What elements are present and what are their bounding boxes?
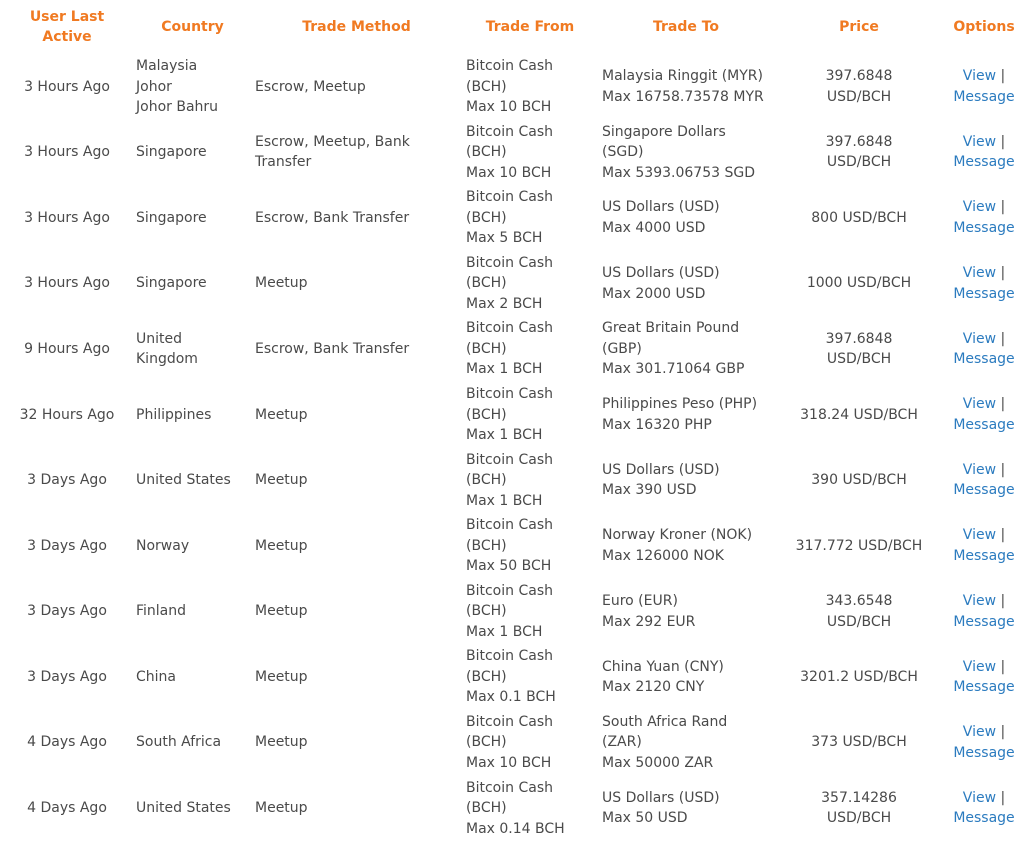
- from-line: Bitcoin Cash: [466, 779, 553, 796]
- to-line: (ZAR): [602, 734, 642, 751]
- price-line: 357.14286: [821, 789, 897, 806]
- table-row: [0, 579, 1024, 645]
- price-cell: [774, 644, 944, 710]
- trade-from-cell: [462, 54, 598, 120]
- message-link[interactable]: Message: [953, 351, 1015, 368]
- options-separator: |: [1000, 396, 1006, 413]
- last-active-text: 3 Hours Ago: [24, 209, 110, 226]
- view-link[interactable]: View: [962, 265, 997, 282]
- from-line: Max 5 BCH: [466, 230, 543, 247]
- view-link[interactable]: View: [962, 789, 997, 806]
- from-line: Max 10 BCH: [466, 164, 552, 181]
- price-cell: [774, 185, 944, 251]
- to-line: Singapore Dollars: [602, 123, 726, 140]
- options-separator: |: [1000, 593, 1006, 610]
- trade-method-cell: [251, 644, 462, 710]
- options-separator: |: [1000, 265, 1006, 282]
- price-line: 1000 USD/BCH: [806, 275, 912, 292]
- country-cell: [134, 448, 251, 514]
- trade-method-text: Escrow, Bank Transfer: [255, 340, 410, 357]
- country-cell: [134, 54, 251, 120]
- options-cell: [944, 579, 1024, 645]
- from-line: (BCH): [466, 537, 507, 554]
- view-link[interactable]: View: [962, 199, 997, 216]
- trade-method-text: Meetup: [255, 406, 308, 423]
- country-cell: [134, 316, 251, 382]
- to-line: Euro (EUR): [602, 593, 678, 610]
- last-active-text: 4 Days Ago: [27, 800, 107, 817]
- to-line: Max 301.71064 GBP: [602, 361, 745, 378]
- options-cell: [944, 644, 1024, 710]
- price-cell: [774, 710, 944, 776]
- trade-to-cell: [598, 382, 774, 448]
- table-body: [0, 54, 1024, 841]
- price-line: USD/BCH: [826, 810, 892, 827]
- from-line: Bitcoin Cash: [466, 123, 553, 140]
- trade-from-cell: [462, 448, 598, 514]
- to-line: Max 292 EUR: [602, 613, 696, 630]
- header-last-active: User Last Active: [29, 9, 105, 45]
- price-line: USD/BCH: [826, 154, 892, 171]
- to-line: Max 126000 NOK: [602, 547, 724, 564]
- last-active-cell: [0, 382, 134, 448]
- options-separator: |: [1000, 658, 1006, 675]
- from-line: Max 10 BCH: [466, 99, 552, 116]
- trade-method-text: Meetup: [255, 734, 308, 751]
- price-line: USD/BCH: [826, 88, 892, 105]
- header-options: Options: [953, 19, 1015, 35]
- options-cell: [944, 776, 1024, 842]
- country-line: Johor Bahru: [136, 99, 219, 116]
- table-row: [0, 185, 1024, 251]
- to-line: Max 50 USD: [602, 810, 688, 827]
- to-line: Norway Kroner (NOK): [602, 527, 753, 544]
- view-link[interactable]: View: [962, 658, 997, 675]
- last-active-text: 4 Days Ago: [27, 734, 107, 751]
- country-line: Singapore: [136, 275, 207, 292]
- trade-method-text: Meetup: [255, 800, 308, 817]
- price-line: 800 USD/BCH: [811, 209, 907, 226]
- table-row: [0, 644, 1024, 710]
- options-cell: [944, 54, 1024, 120]
- table-row: [0, 513, 1024, 579]
- last-active-text: 9 Hours Ago: [24, 340, 110, 357]
- message-link[interactable]: Message: [953, 285, 1015, 302]
- view-link[interactable]: View: [962, 330, 997, 347]
- trade-method-cell: [251, 382, 462, 448]
- trade-to-cell: [598, 644, 774, 710]
- trade-method-text: Meetup: [255, 472, 308, 489]
- to-line: Max 2120 CNY: [602, 679, 705, 696]
- country-line: Malaysia: [136, 58, 198, 75]
- header-country: Country: [161, 19, 224, 35]
- options-separator: |: [1000, 789, 1006, 806]
- last-active-cell: [0, 185, 134, 251]
- trade-method-cell: [251, 316, 462, 382]
- table-row: [0, 710, 1024, 776]
- to-line: Malaysia Ringgit (MYR): [602, 68, 763, 85]
- message-link[interactable]: Message: [953, 613, 1015, 630]
- last-active-text: 32 Hours Ago: [19, 406, 115, 423]
- from-line: (BCH): [466, 406, 507, 423]
- last-active-text: 3 Hours Ago: [24, 78, 110, 95]
- from-line: Bitcoin Cash: [466, 582, 553, 599]
- from-line: (BCH): [466, 472, 507, 489]
- from-line: (BCH): [466, 603, 507, 620]
- country-line: South Africa: [136, 734, 222, 751]
- view-link[interactable]: View: [962, 461, 997, 478]
- trade-to-cell: [598, 776, 774, 842]
- header-trade-method: Trade Method: [302, 19, 411, 35]
- options-cell: [944, 251, 1024, 317]
- options-separator: |: [1000, 68, 1006, 85]
- price-cell: [774, 776, 944, 842]
- trade-method-cell: [251, 185, 462, 251]
- view-link[interactable]: View: [962, 593, 997, 610]
- last-active-cell: [0, 54, 134, 120]
- to-line: US Dollars (USD): [602, 199, 720, 216]
- trade-from-cell: [462, 710, 598, 776]
- trade-from-cell: [462, 251, 598, 317]
- country-line: United States: [136, 800, 231, 817]
- country-line: Finland: [136, 603, 187, 620]
- trade-method-cell: [251, 710, 462, 776]
- message-link[interactable]: Message: [953, 744, 1015, 761]
- to-line: Max 5393.06753 SGD: [602, 164, 755, 181]
- price-cell: [774, 120, 944, 186]
- last-active-text: 3 Hours Ago: [24, 275, 110, 292]
- view-link[interactable]: View: [962, 527, 997, 544]
- country-cell: [134, 185, 251, 251]
- price-line: 397.6848: [825, 68, 893, 85]
- price-cell: [774, 448, 944, 514]
- last-active-cell: [0, 644, 134, 710]
- trade-method-cell: [251, 579, 462, 645]
- price-cell: [774, 316, 944, 382]
- to-line: South Africa Rand: [602, 713, 728, 730]
- options-cell: [944, 185, 1024, 251]
- trade-method-text: Meetup: [255, 603, 308, 620]
- to-line: Philippines Peso (PHP): [602, 396, 758, 413]
- table-row: [0, 448, 1024, 514]
- options-cell: [944, 382, 1024, 448]
- to-line: Great Britain Pound: [602, 320, 740, 337]
- options-cell: [944, 710, 1024, 776]
- trade-from-cell: [462, 120, 598, 186]
- trade-method-cell: [251, 54, 462, 120]
- trade-method-text: Escrow, Bank Transfer: [255, 209, 410, 226]
- from-line: Bitcoin Cash: [466, 648, 553, 665]
- trade-to-cell: [598, 54, 774, 120]
- message-link[interactable]: Message: [953, 154, 1015, 171]
- from-line: Max 10 BCH: [466, 754, 552, 771]
- options-cell: [944, 448, 1024, 514]
- options-cell: [944, 120, 1024, 186]
- from-line: Max 1 BCH: [466, 427, 543, 444]
- last-active-cell: [0, 710, 134, 776]
- from-line: (BCH): [466, 78, 507, 95]
- price-cell: [774, 513, 944, 579]
- last-active-text: 3 Days Ago: [27, 537, 107, 554]
- options-separator: |: [1000, 330, 1006, 347]
- to-line: US Dollars (USD): [602, 265, 720, 282]
- header-price: Price: [839, 19, 879, 35]
- last-active-cell: [0, 579, 134, 645]
- country-line: Kingdom: [136, 351, 198, 368]
- table-row: [0, 120, 1024, 186]
- view-link[interactable]: View: [962, 133, 997, 150]
- country-line: United States: [136, 472, 231, 489]
- country-line: China: [136, 668, 176, 685]
- message-link[interactable]: Message: [953, 88, 1015, 105]
- trade-from-cell: [462, 579, 598, 645]
- options-separator: |: [1000, 461, 1006, 478]
- country-line: Norway: [136, 537, 190, 554]
- to-line: (SGD): [602, 144, 644, 161]
- from-line: Bitcoin Cash: [466, 451, 553, 468]
- trade-method-text: Meetup: [255, 275, 308, 292]
- message-link[interactable]: Message: [953, 547, 1015, 564]
- header-row: [0, 0, 1024, 54]
- trade-method-text: Escrow, Meetup, Bank Transfer: [255, 133, 410, 171]
- last-active-cell: [0, 120, 134, 186]
- trade-from-cell: [462, 382, 598, 448]
- trade-to-cell: [598, 448, 774, 514]
- from-line: (BCH): [466, 144, 507, 161]
- trade-to-cell: [598, 185, 774, 251]
- country-cell: [134, 776, 251, 842]
- from-line: Bitcoin Cash: [466, 386, 553, 403]
- country-line: United: [136, 330, 182, 347]
- price-line: 397.6848: [825, 330, 893, 347]
- last-active-cell: [0, 448, 134, 514]
- price-line: 397.6848: [825, 133, 893, 150]
- to-line: Max 50000 ZAR: [602, 754, 714, 771]
- trade-to-cell: [598, 513, 774, 579]
- from-line: Max 2 BCH: [466, 295, 543, 312]
- trade-method-cell: [251, 776, 462, 842]
- view-link[interactable]: View: [962, 68, 997, 85]
- price-line: USD/BCH: [826, 351, 892, 368]
- last-active-cell: [0, 513, 134, 579]
- message-link[interactable]: Message: [953, 482, 1015, 499]
- price-line: 390 USD/BCH: [811, 472, 907, 489]
- to-line: Max 16320 PHP: [602, 416, 712, 433]
- last-active-cell: [0, 316, 134, 382]
- country-line: Singapore: [136, 144, 207, 161]
- trade-from-cell: [462, 185, 598, 251]
- from-line: (BCH): [466, 668, 507, 685]
- table-row: [0, 776, 1024, 842]
- country-cell: [134, 644, 251, 710]
- from-line: Bitcoin Cash: [466, 254, 553, 271]
- options-separator: |: [1000, 724, 1006, 741]
- from-line: Max 0.1 BCH: [466, 689, 556, 706]
- country-cell: [134, 382, 251, 448]
- to-line: Max 390 USD: [602, 482, 697, 499]
- options-separator: |: [1000, 527, 1006, 544]
- view-link[interactable]: View: [962, 396, 997, 413]
- price-line: 317.772 USD/BCH: [795, 537, 923, 554]
- from-line: (BCH): [466, 734, 507, 751]
- trade-method-cell: [251, 120, 462, 186]
- from-line: Max 1 BCH: [466, 492, 543, 509]
- trade-to-cell: [598, 579, 774, 645]
- from-line: Bitcoin Cash: [466, 517, 553, 534]
- options-separator: |: [1000, 133, 1006, 150]
- price-cell: [774, 382, 944, 448]
- price-line: 373 USD/BCH: [811, 734, 907, 751]
- options-cell: [944, 513, 1024, 579]
- from-line: Max 1 BCH: [466, 361, 543, 378]
- table-header: [0, 0, 1024, 54]
- header-trade-from: Trade From: [485, 19, 575, 35]
- from-line: (BCH): [466, 209, 507, 226]
- table-row: [0, 251, 1024, 317]
- trade-method-cell: [251, 513, 462, 579]
- price-cell: [774, 579, 944, 645]
- last-active-text: 3 Days Ago: [27, 603, 107, 620]
- price-line: 3201.2 USD/BCH: [800, 668, 918, 685]
- country-line: Singapore: [136, 209, 207, 226]
- trade-method-text: Meetup: [255, 537, 308, 554]
- from-line: Max 1 BCH: [466, 623, 543, 640]
- last-active-text: 3 Days Ago: [27, 472, 107, 489]
- trade-method-text: Escrow, Meetup: [255, 78, 366, 95]
- table-row: [0, 54, 1024, 120]
- options-cell: [944, 316, 1024, 382]
- message-link[interactable]: Message: [953, 219, 1015, 236]
- country-cell: [134, 120, 251, 186]
- to-line: China Yuan (CNY): [602, 658, 724, 675]
- from-line: Max 0.14 BCH: [466, 820, 565, 837]
- from-line: (BCH): [466, 800, 507, 817]
- price-cell: [774, 251, 944, 317]
- from-line: Bitcoin Cash: [466, 58, 553, 75]
- trade-from-cell: [462, 644, 598, 710]
- country-cell: [134, 251, 251, 317]
- table-row: [0, 382, 1024, 448]
- options-separator: |: [1000, 199, 1006, 216]
- trade-from-cell: [462, 776, 598, 842]
- price-cell: [774, 54, 944, 120]
- to-line: Max 4000 USD: [602, 219, 706, 236]
- message-link[interactable]: Message: [953, 416, 1015, 433]
- table-row: [0, 316, 1024, 382]
- trade-method-cell: [251, 251, 462, 317]
- trade-to-cell: [598, 120, 774, 186]
- trade-from-cell: [462, 513, 598, 579]
- to-line: US Dollars (USD): [602, 789, 720, 806]
- price-line: USD/BCH: [826, 613, 892, 630]
- from-line: Bitcoin Cash: [466, 713, 553, 730]
- to-line: Max 16758.73578 MYR: [602, 88, 764, 105]
- last-active-text: 3 Days Ago: [27, 668, 107, 685]
- price-line: 343.6548: [825, 593, 893, 610]
- view-link[interactable]: View: [962, 724, 997, 741]
- trade-from-cell: [462, 316, 598, 382]
- message-link[interactable]: Message: [953, 810, 1015, 827]
- to-line: (GBP): [602, 340, 642, 357]
- country-cell: [134, 710, 251, 776]
- country-cell: [134, 513, 251, 579]
- to-line: US Dollars (USD): [602, 461, 720, 478]
- from-line: Bitcoin Cash: [466, 320, 553, 337]
- from-line: (BCH): [466, 275, 507, 292]
- from-line: (BCH): [466, 340, 507, 357]
- country-line: Philippines: [136, 406, 212, 423]
- last-active-cell: [0, 251, 134, 317]
- message-link[interactable]: Message: [953, 679, 1015, 696]
- trade-method-cell: [251, 448, 462, 514]
- country-line: Johor: [136, 78, 172, 95]
- from-line: Bitcoin Cash: [466, 189, 553, 206]
- trade-method-text: Meetup: [255, 668, 308, 685]
- price-line: 318.24 USD/BCH: [800, 406, 918, 423]
- to-line: Max 2000 USD: [602, 285, 706, 302]
- trade-to-cell: [598, 316, 774, 382]
- trade-to-cell: [598, 710, 774, 776]
- header-trade-to: Trade To: [652, 19, 720, 35]
- last-active-text: 3 Hours Ago: [24, 144, 110, 161]
- from-line: Max 50 BCH: [466, 558, 552, 575]
- country-cell: [134, 579, 251, 645]
- last-active-cell: [0, 776, 134, 842]
- trade-to-cell: [598, 251, 774, 317]
